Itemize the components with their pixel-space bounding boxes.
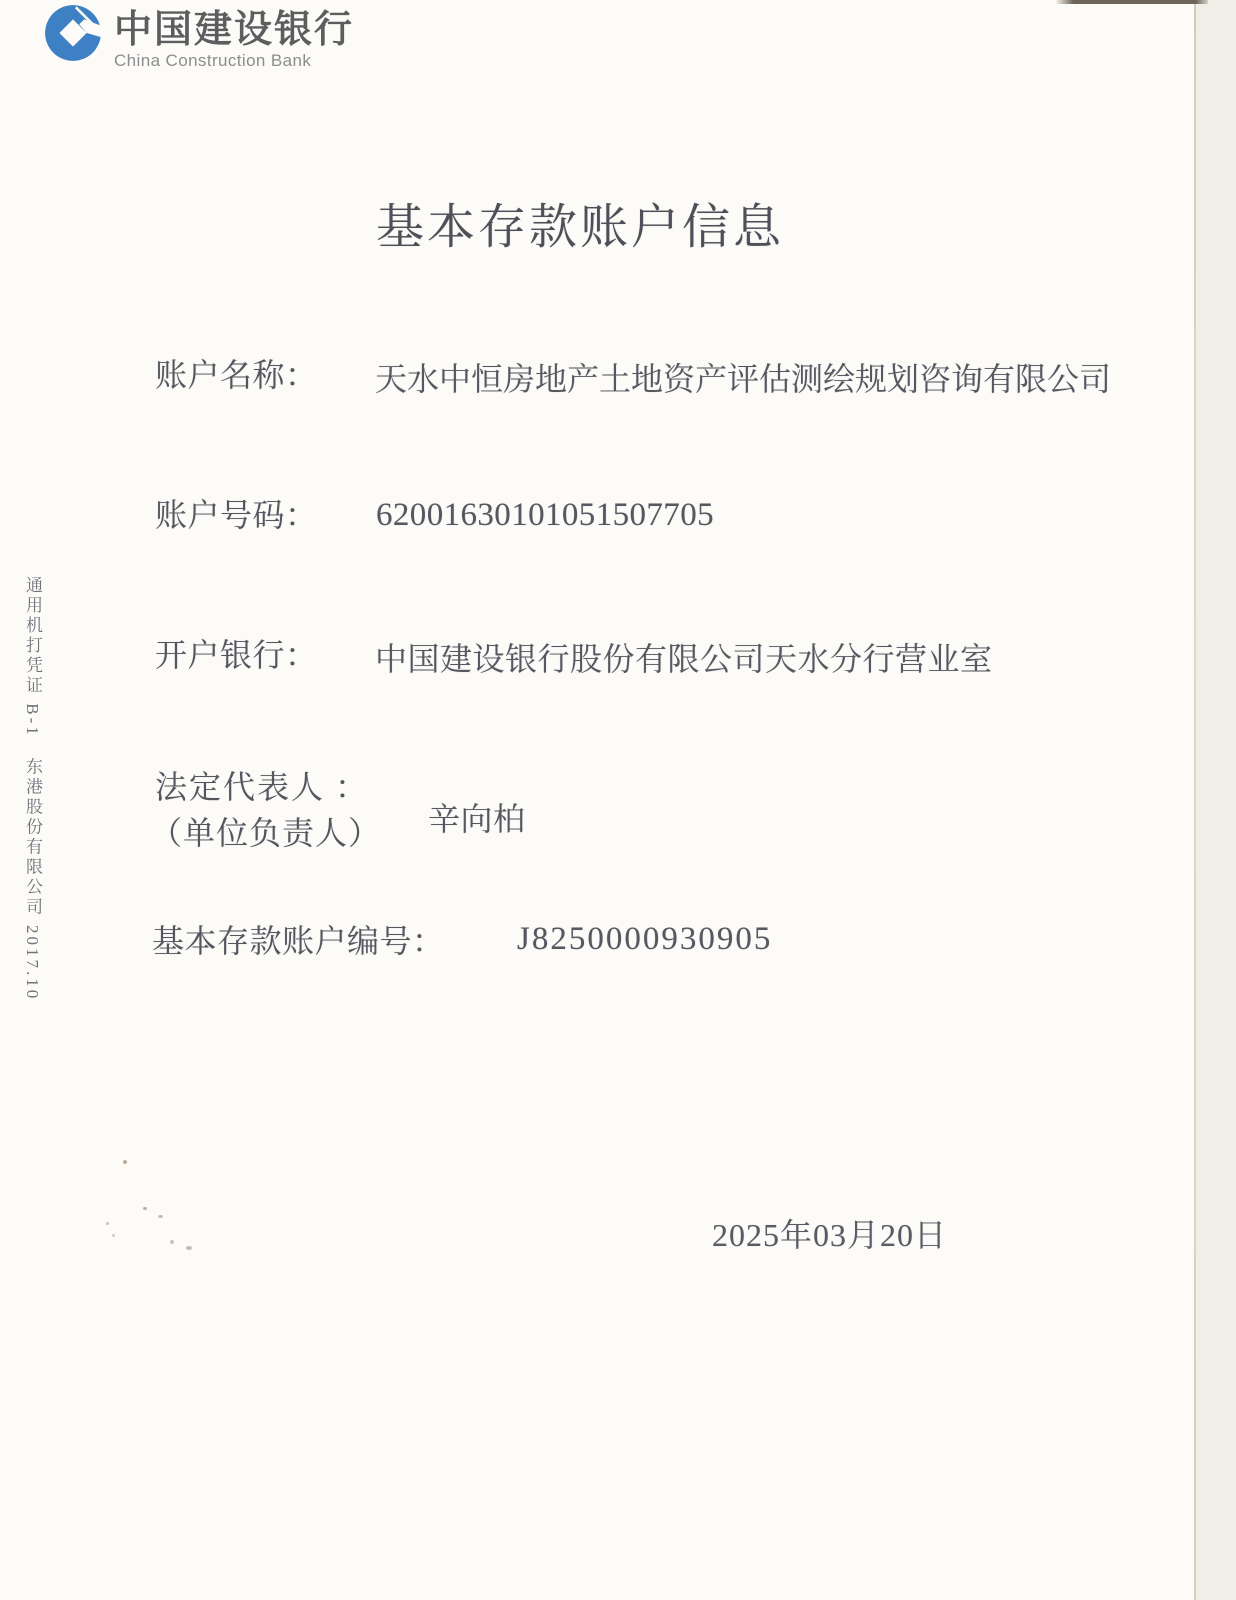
margin-note-vertical: 通用机打凭证 B-1 东港股份有限公司 2017.10 (23, 576, 42, 1002)
scan-speck (170, 1240, 174, 1244)
account-name-value: 天水中恒房地产土地资产评估测绘规划咨询有限公司 (375, 361, 1112, 397)
scan-artifact-top-line (1055, 0, 1208, 4)
opening-bank-value: 中国建设银行股份有限公司天水分行营业室 (375, 641, 993, 677)
scan-speck (106, 1222, 109, 1225)
paper-edge-line (1194, 0, 1196, 1600)
account-number-value: 62001630101051507705 (376, 497, 714, 533)
scan-speck (123, 1160, 127, 1164)
scan-speck (158, 1215, 163, 1218)
ccb-logo-icon (42, 2, 104, 64)
legal-representative-label: 法定代表人 ： (155, 769, 370, 805)
bank-name-zh: 中国建设银行 (114, 9, 355, 51)
legal-representative-label-line2: （单位负责人） (150, 815, 382, 851)
scan-speck (186, 1246, 192, 1250)
opening-bank-label: 开户银行： (155, 637, 318, 673)
bank-name-en: China Construction Bank (114, 51, 312, 70)
account-number-label: 账户号码： (155, 497, 318, 533)
basic-account-id-value: J8250000930905 (517, 921, 773, 957)
basic-account-id-label: 基本存款账户编号： (152, 923, 445, 959)
account-name-label: 账户名称： (155, 357, 318, 393)
issue-date: 2025年03月20日 (712, 1217, 948, 1253)
bank-logotype (114, 2, 354, 70)
legal-representative-value: 辛向柏 (428, 801, 526, 837)
bank-header (42, 2, 354, 70)
page-title: 基本存款账户信息 (376, 201, 785, 254)
scan-right-margin (1195, 0, 1236, 1600)
scan-speck (143, 1207, 147, 1210)
scan-speck (112, 1234, 115, 1237)
